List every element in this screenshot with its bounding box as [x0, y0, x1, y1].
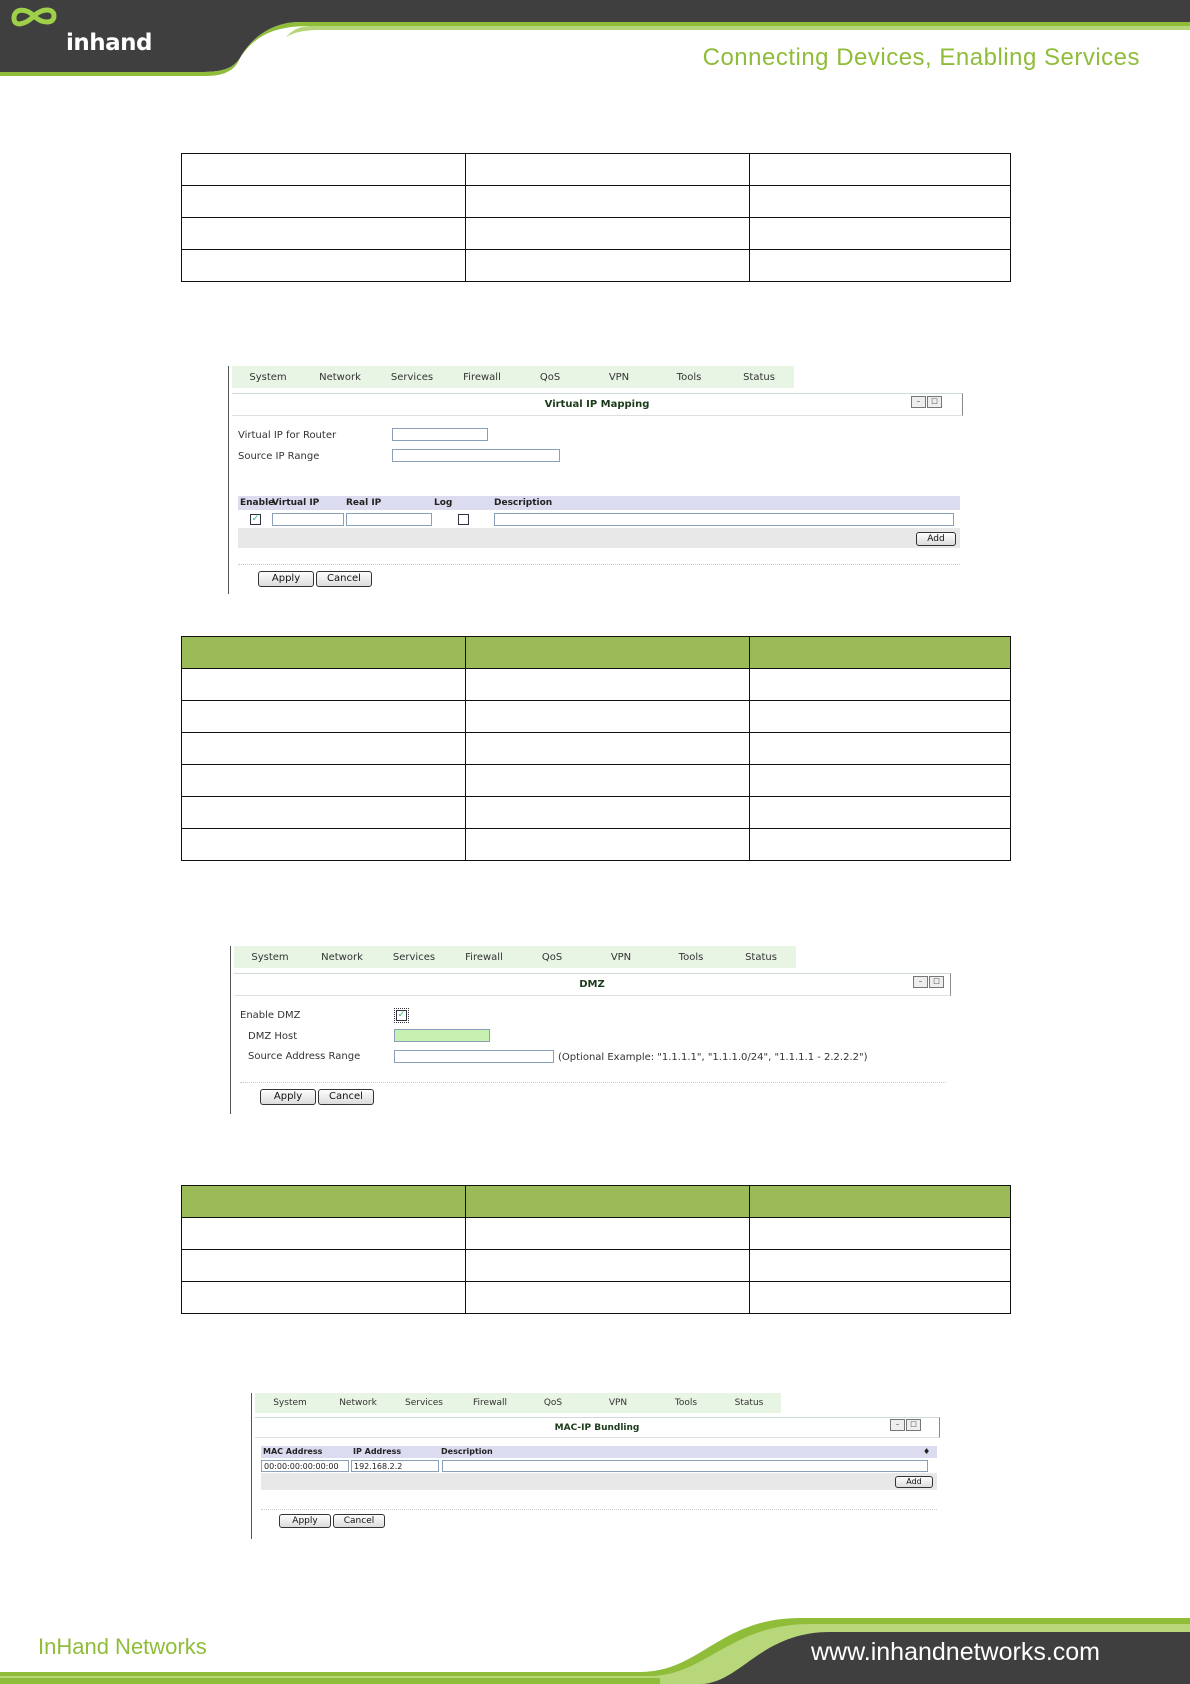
minimize-icon[interactable]: – — [890, 1419, 905, 1431]
table-cell — [750, 733, 1011, 765]
enable-checkbox[interactable]: ✓ — [251, 514, 260, 524]
panel-title: DMZ — [234, 973, 951, 996]
bundling-grid-footer — [261, 1473, 937, 1490]
table-cell — [466, 797, 750, 829]
menu-firewall[interactable]: Firewall — [463, 371, 501, 383]
table-cell — [466, 186, 750, 218]
log-checkbox[interactable] — [458, 514, 469, 525]
table-header-row — [182, 637, 1011, 669]
document-table-1 — [181, 153, 1011, 282]
menu-tools[interactable]: Tools — [678, 951, 704, 963]
panel-title: Virtual IP Mapping — [232, 393, 963, 416]
table-row — [182, 797, 1011, 829]
table-row — [182, 669, 1011, 701]
menu-vpn[interactable]: VPN — [608, 1398, 628, 1408]
apply-button[interactable]: Apply — [258, 571, 314, 587]
cancel-button[interactable]: Cancel — [318, 1089, 374, 1105]
menu-status[interactable]: Status — [743, 371, 775, 383]
dmz-host-label: DMZ Host — [248, 1031, 298, 1042]
table-cell — [750, 669, 1011, 701]
top-menu — [234, 946, 796, 968]
footer-website[interactable]: www.inhandnetworks.com — [810, 1638, 1100, 1666]
menu-system[interactable]: System — [273, 1398, 307, 1408]
bundling-grid-header — [261, 1446, 937, 1458]
mac-ip-bundling-panel — [251, 1393, 939, 1539]
enable-dmz-checkbox[interactable]: ✓ — [397, 1010, 406, 1020]
table-cell — [182, 154, 466, 186]
menu-qos[interactable]: QoS — [543, 1398, 563, 1408]
virtual-ip-mapping-panel — [228, 366, 962, 594]
cancel-button[interactable]: Cancel — [333, 1514, 385, 1528]
window-controls — [890, 1419, 921, 1431]
table-cell — [466, 733, 750, 765]
description-input[interactable] — [494, 513, 954, 526]
menu-status[interactable]: Status — [734, 1398, 764, 1408]
table-cell — [750, 701, 1011, 733]
table-cell — [750, 1250, 1011, 1282]
column-real-ip: Real IP — [346, 498, 382, 508]
panel-border — [251, 1393, 252, 1539]
table-header-cell — [750, 637, 1011, 669]
page-footer — [0, 1608, 1190, 1684]
menu-qos[interactable]: QoS — [539, 371, 561, 383]
table-cell — [750, 154, 1011, 186]
table-row — [182, 250, 1011, 282]
table-cell — [466, 829, 750, 861]
divider — [238, 564, 960, 565]
menu-services[interactable]: Services — [390, 371, 434, 383]
column-enable: Enable — [240, 498, 275, 508]
menu-network[interactable]: Network — [319, 371, 361, 383]
table-cell — [750, 765, 1011, 797]
table-cell — [182, 669, 466, 701]
column-ip-address: IP Address — [353, 1447, 402, 1456]
menu-vpn[interactable]: VPN — [608, 371, 630, 383]
menu-firewall[interactable]: Firewall — [473, 1398, 507, 1408]
header-tagline: Connecting Devices, Enabling Services — [702, 44, 1140, 71]
table-row — [182, 154, 1011, 186]
maximize-icon[interactable]: □ — [929, 976, 944, 988]
table-cell — [182, 765, 466, 797]
panel-title: MAC-IP Bundling — [255, 1417, 940, 1438]
menu-network[interactable]: Network — [339, 1398, 377, 1408]
menu-system[interactable]: System — [251, 951, 289, 963]
table-cell — [182, 1282, 466, 1314]
table-cell — [750, 797, 1011, 829]
column-description: Description — [494, 498, 553, 508]
table-row — [182, 701, 1011, 733]
virtual-ip-router-label: Virtual IP for Router — [238, 430, 337, 441]
menu-tools[interactable]: Tools — [676, 371, 702, 383]
table-cell — [182, 733, 466, 765]
apply-button[interactable]: Apply — [260, 1089, 316, 1105]
table-cell — [182, 1218, 466, 1250]
enable-dmz-label: Enable DMZ — [240, 1010, 301, 1021]
table-header-row — [182, 1186, 1011, 1218]
table-cell — [466, 1282, 750, 1314]
table-cell — [466, 765, 750, 797]
table-header-cell — [182, 637, 466, 669]
table-row — [182, 1282, 1011, 1314]
top-menu — [255, 1393, 781, 1413]
virtual-ip-router-input[interactable] — [392, 428, 488, 441]
panel-border — [228, 366, 229, 594]
table-cell — [466, 701, 750, 733]
document-table-3 — [181, 1185, 1011, 1314]
column-mac-address: MAC Address — [263, 1447, 323, 1456]
table-cell — [466, 154, 750, 186]
table-header-cell — [466, 637, 750, 669]
dmz-host-input[interactable] — [394, 1029, 490, 1042]
description-input[interactable] — [442, 1460, 928, 1472]
sort-icon[interactable]: ♦ — [923, 1447, 931, 1456]
column-log: Log — [434, 498, 453, 508]
table-row — [182, 1218, 1011, 1250]
menu-status[interactable]: Status — [745, 951, 777, 963]
source-address-range-label: Source Address Range — [248, 1051, 361, 1062]
dmz-panel — [230, 946, 950, 1114]
column-description: Description — [441, 1447, 493, 1456]
table-cell — [750, 1282, 1011, 1314]
table-cell — [466, 1250, 750, 1282]
table-cell — [466, 1218, 750, 1250]
column-virtual-ip: Virtual IP — [272, 498, 320, 508]
table-cell — [466, 218, 750, 250]
ip-address-input[interactable]: 192.168.2.2 — [351, 1460, 439, 1472]
add-button[interactable]: Add — [895, 1476, 933, 1488]
source-ip-range-label: Source IP Range — [238, 451, 320, 462]
add-button[interactable]: Add — [916, 532, 956, 546]
table-row — [182, 186, 1011, 218]
table-cell — [466, 669, 750, 701]
table-header-cell — [182, 1186, 466, 1218]
menu-vpn[interactable]: VPN — [610, 951, 632, 963]
menu-firewall[interactable]: Firewall — [465, 951, 503, 963]
table-row — [182, 733, 1011, 765]
panel-border — [230, 946, 231, 1114]
table-row — [182, 829, 1011, 861]
menu-services[interactable]: Services — [405, 1398, 443, 1408]
table-cell — [750, 218, 1011, 250]
table-header-cell — [750, 1186, 1011, 1218]
menu-services[interactable]: Services — [392, 951, 436, 963]
table-cell — [466, 250, 750, 282]
apply-button[interactable]: Apply — [279, 1514, 331, 1528]
menu-system[interactable]: System — [249, 371, 287, 383]
table-cell — [750, 250, 1011, 282]
menu-tools[interactable]: Tools — [674, 1398, 698, 1408]
footer-company: InHand Networks — [38, 1634, 207, 1659]
table-cell — [750, 1218, 1011, 1250]
table-cell — [182, 1250, 466, 1282]
mac-address-input[interactable]: 00:00:00:00:00:00 — [261, 1460, 349, 1472]
table-row — [182, 765, 1011, 797]
minimize-icon[interactable]: – — [911, 396, 926, 408]
real-ip-input[interactable] — [346, 513, 432, 526]
table-cell — [182, 218, 466, 250]
table-cell — [182, 250, 466, 282]
maximize-icon[interactable]: □ — [906, 1419, 921, 1431]
page-header — [0, 0, 1190, 80]
mapping-grid-header — [238, 496, 960, 510]
cancel-button[interactable]: Cancel — [316, 571, 372, 587]
document-table-2 — [181, 636, 1011, 861]
menu-qos[interactable]: QoS — [541, 951, 563, 963]
table-row — [182, 1250, 1011, 1282]
menu-network[interactable]: Network — [321, 951, 363, 963]
table-cell — [182, 797, 466, 829]
divider — [240, 1082, 946, 1083]
source-ip-range-input[interactable] — [392, 449, 560, 462]
source-address-range-input[interactable] — [394, 1050, 554, 1063]
table-cell — [182, 829, 466, 861]
table-cell — [182, 186, 466, 218]
window-controls — [913, 976, 944, 988]
table-cell — [750, 829, 1011, 861]
virtual-ip-input[interactable] — [272, 513, 344, 526]
source-range-hint: (Optional Example: "1.1.1.1", "1.1.1.0/24", "1.1.1.1 - 2.2.2.2") — [558, 1052, 868, 1063]
logo-text: inhand — [66, 30, 152, 56]
top-menu — [232, 366, 794, 388]
divider — [261, 1509, 937, 1510]
window-controls — [911, 396, 942, 408]
maximize-icon[interactable]: □ — [927, 396, 942, 408]
table-header-cell — [466, 1186, 750, 1218]
table-cell — [182, 701, 466, 733]
mapping-grid-footer — [238, 528, 960, 548]
table-cell — [750, 186, 1011, 218]
minimize-icon[interactable]: – — [913, 976, 928, 988]
table-row — [182, 218, 1011, 250]
